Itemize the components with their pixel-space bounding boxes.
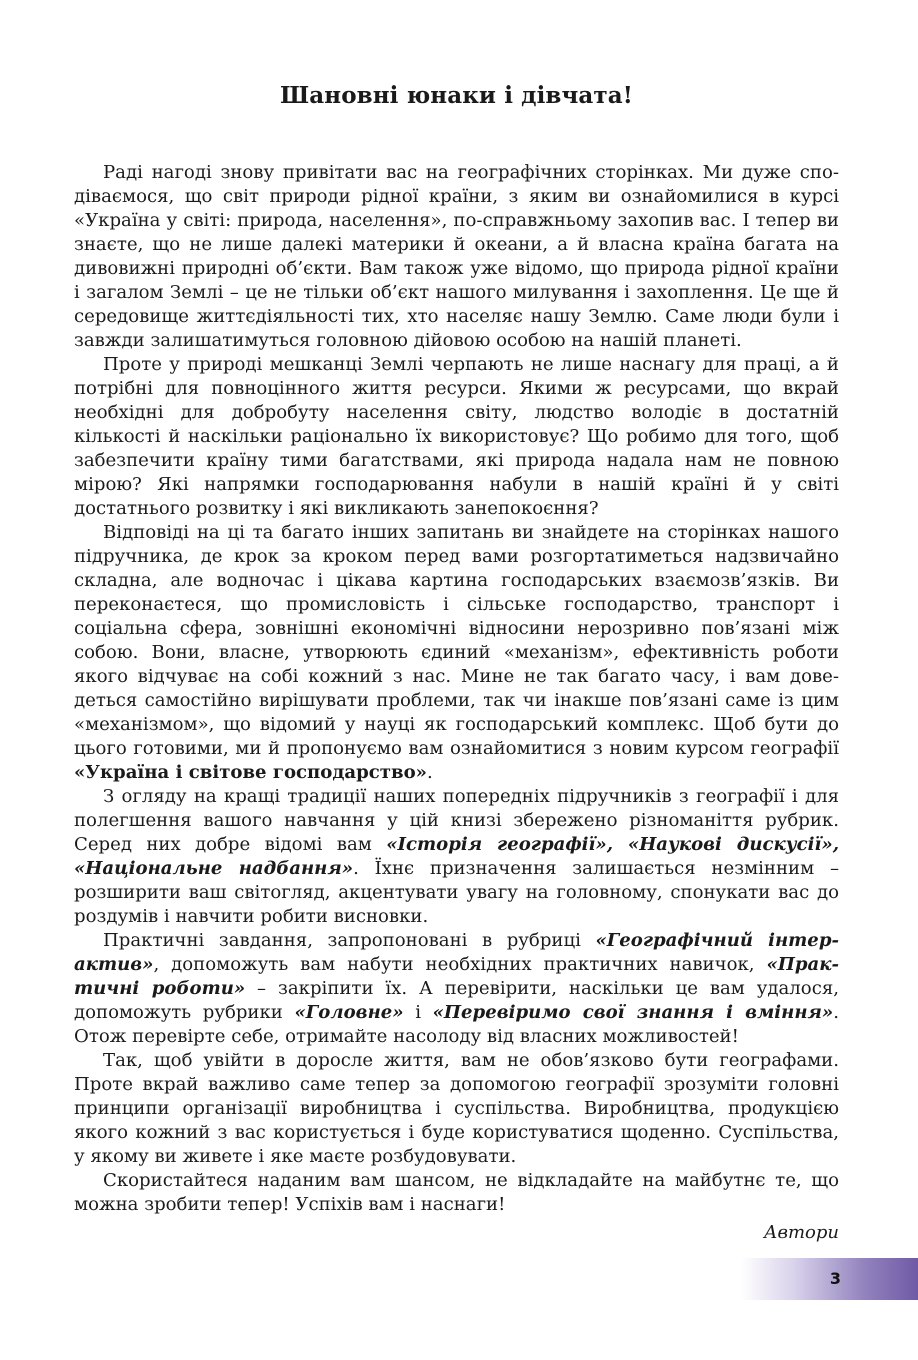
signature: Автори [763,1222,839,1243]
paragraph-3-text: Відповіді на ці та багато інших запитань ви знайдете на сторінках нашого підручника, де крок за кроком перед вами розгортатиметься надзвичайно складна, але водночас і цікава картина господарських взаємозв’язків. Ви переконаєтеся, що промисловість і сільське господарство, транспорт і соціальна сфера, зовнішні економічні відносини нерозривно пов’язані між собою. Вони, власне, утворюють єдиний «механізм», ефективність роботи якого відчуває на собі кожний з нас. Мине не так багато часу, і вам доведеться самостійно вирішувати проблеми, так чи інакше пов’язані саме із цим «механізмом», що відомий у науці як господарський комплекс. Щоб бути до цього готовими, ми й пропонуємо вам ознайомитися з новим курсом географії [74,522,839,759]
page-number: 3 [829,1269,841,1288]
paragraph-4-end: . Їхнє призначення залишається незмінним – розширити ваш світогляд, акцентувати увагу на головному, спонукати вас до роздумів і навчити робити висновки. [74,858,839,927]
paragraph-5-text-a: Практичні завдання, запропоновані в рубриці [103,930,596,951]
paragraph-5-text-c: – закріпити їх. А перевірити, наскільки це вам удалося, допоможуть рубрики [74,978,839,1023]
paragraph-1: Раді нагоді знову привітати вас на географічних сторінках. Ми дуже сподіваємося, що світ природи рідної країни, з яким ви ознайомилися в курсі «Україна у світі: природа, населення», по-справжньому захопив вас. І тепер ви знаєте, що не лише далекі материки й океани, а й власна країна багата на дивовижні природні об’єкти. Вам також уже відомо, що природа рідної країни і загалом Землі – це не тільки об’єкт нашого милування і захоплення. Це ще й середовище життєдіяльності тих, хто населяє нашу Землю. Саме люди були і завжди залишатимуться головною дійовою особою на нашій планеті. [74,162,839,351]
rubric-interactive: «Географічний інтерактив» [74,930,839,975]
rubric-list: «Історія географії», «Наукові дискусії», «Національне надбання» [74,834,839,879]
rubric-check: «Перевіримо свої знання і вміння» [432,1002,834,1023]
paragraph-3-end: . [426,762,433,783]
rubric-main: «Головне» [294,1002,404,1023]
paragraph-4-text: З огляду на кращі традиції наших попередніх підручників з географії і для полегшення вашого навчання у цій книзі збережено різноманіття рубрик. Серед них добре відомі вам [74,786,839,855]
body-text [74,161,839,1245]
paragraph-3 [74,521,839,785]
page-content [74,80,839,1245]
rubric-practical: «Практичні роботи» [74,954,839,999]
paragraph-5 [74,929,839,1049]
paragraph-4 [74,785,839,929]
page-title: Шановні юнаки і дівчата! [280,82,633,109]
paragraph-5-text-e: . Отож перевірте себе, отримайте насолоду від власних можливостей! [74,1002,839,1047]
paragraph-5-text-b: , допоможуть вам набути необхідних практичних навичок, [153,954,767,975]
paragraph-2: Проте у природі мешканці Землі черпають не лише наснагу для праці, а й потрібні для повноцінного життя ресурси. Якими ж ресурсами, що вкрай необхідні для добробуту населення світу, людство володіє в достатній кількості й наскільки раціонально їх використовує? Що робимо для того, щоб забезпечити країну тими багатствами, які природа надала нам не повною мірою? Які напрямки господарювання набули в нашій країні й у світі достатнього розвитку і які викликають занепокоєння? [74,354,839,519]
course-title: «Україна і світове господарство» [74,762,427,783]
paragraph-6: Так, щоб увійти в доросле життя, вам не обов’язково бути географами. Проте вкрай важливо саме тепер за допомогою географії зрозуміти головні принципи організації виробництва і суспільства. Виробництва, продукцією якого кожний з вас користується і буде користуватися щоденно. Суспільства, у якому ви живете і яке маєте розбудовувати. [74,1050,839,1167]
paragraph-5-text-d: і [403,1002,433,1023]
paragraph-7: Скористайтеся наданим вам шансом, не відкладайте на майбутнє те, що можна зробити тепер! Успіхів вам і наснаги! [74,1170,839,1215]
